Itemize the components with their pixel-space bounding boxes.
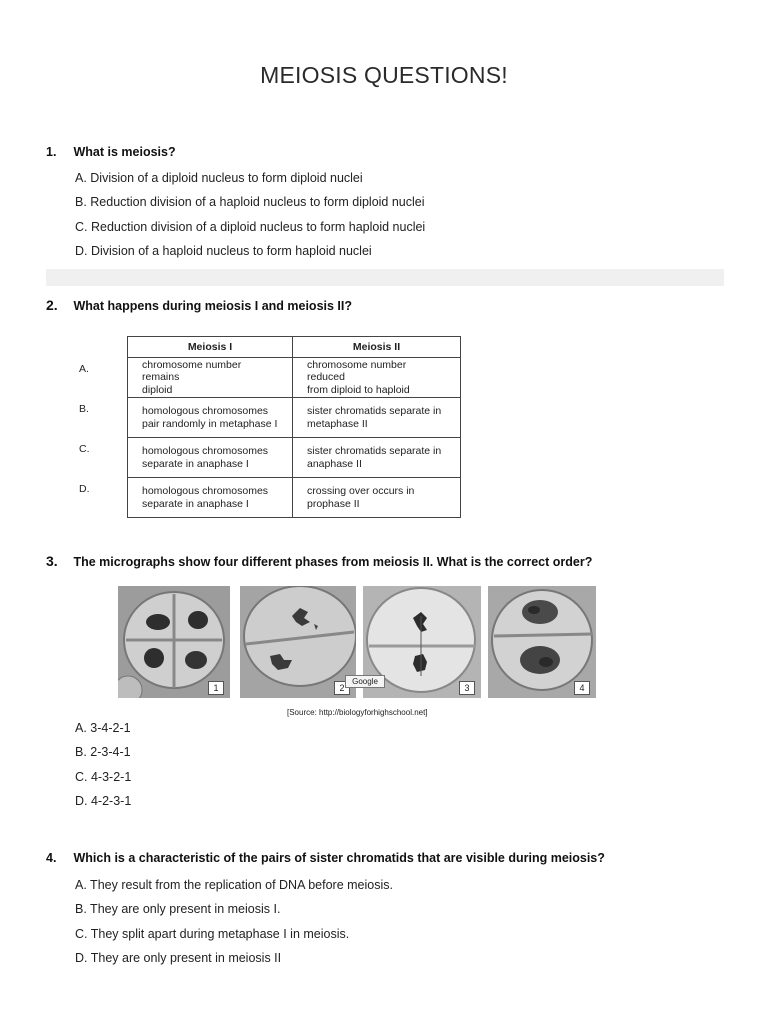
table-header-meiosis-2: Meiosis II xyxy=(293,337,461,358)
table-row xyxy=(63,438,461,478)
meiosis-1-cell xyxy=(128,438,293,478)
cell-line: homologous chromosomes xyxy=(142,445,269,457)
meiosis-comparison-table xyxy=(63,336,461,518)
question-3-option-b: B. 2-3-4-1 xyxy=(75,745,131,760)
cell-line: homologous chromosomes xyxy=(142,405,269,417)
question-4-option-a: A. They result from the replication of DNA before meiosis. xyxy=(75,878,393,892)
question-3 xyxy=(46,553,592,569)
question-1-option-b: B. Reduction division of a haploid nucleus to form diploid nuclei xyxy=(75,195,425,210)
cell-line: crossing over occurs in xyxy=(307,485,415,497)
micrograph-3-label: 3 xyxy=(459,681,475,695)
cell-line: pair randomly in metaphase I xyxy=(142,417,278,430)
image-source-caption: [Source: http://biologyforhighschool.net] xyxy=(287,708,428,717)
question-3-option-a: A. 3-4-2-1 xyxy=(75,721,131,735)
meiosis-2-cell xyxy=(293,478,461,518)
row-label: C. xyxy=(79,442,90,455)
question-2-text: What happens during meiosis I and meiosis II? xyxy=(73,299,352,313)
question-3-number: 3. xyxy=(46,553,58,569)
cell-line: sister chromatids separate in xyxy=(307,445,442,457)
question-2-number: 2. xyxy=(46,297,58,313)
cell-line: sister chromatids separate in xyxy=(307,405,442,417)
cell-line: anaphase II xyxy=(307,457,362,470)
question-4-option-d: D. They are only present in meiosis II xyxy=(75,950,282,965)
question-1-option-d: D. Division of a haploid nucleus to form haploid nuclei xyxy=(75,243,372,258)
cell-line: metaphase II xyxy=(307,417,368,430)
question-3-options xyxy=(75,720,131,817)
meiosis-1-cell xyxy=(128,478,293,518)
micrograph-4-label: 4 xyxy=(574,681,590,695)
cell-line: from diploid to haploid xyxy=(307,383,410,396)
table-header-row xyxy=(63,337,461,358)
question-4-option-b: B. They are only present in meiosis I. xyxy=(75,902,281,917)
cell-line: chromosome number remains xyxy=(142,358,242,384)
micrograph-4 xyxy=(488,586,596,698)
question-2 xyxy=(46,297,352,313)
question-4-number: 4. xyxy=(46,851,57,865)
micrograph-2 xyxy=(240,586,356,698)
micrograph-1-label: 1 xyxy=(208,681,224,695)
question-3-option-d: D. 4-2-3-1 xyxy=(75,793,132,808)
question-4 xyxy=(46,851,605,865)
question-1 xyxy=(46,145,176,159)
meiosis-2-cell xyxy=(293,438,461,478)
table-header-spacer xyxy=(63,337,128,358)
question-1-option-c: C. Reduction division of a diploid nucleus to form haploid nuclei xyxy=(75,219,426,234)
micrograph-2-label: 2 xyxy=(334,681,350,695)
table-row xyxy=(63,358,461,398)
meiosis-1-cell xyxy=(128,398,293,438)
question-1-option-a: A. Division of a diploid nucleus to form diploid nuclei xyxy=(75,171,363,185)
cell-line: prophase II xyxy=(307,497,360,510)
question-3-option-c: C. 4-3-2-1 xyxy=(75,769,132,784)
question-3-text: The micrographs show four different phases from meiosis II. What is the correct order? xyxy=(73,555,593,569)
table-header-meiosis-1: Meiosis I xyxy=(128,337,293,358)
question-1-number: 1. xyxy=(46,145,57,159)
meiosis-1-cell xyxy=(128,358,293,398)
question-4-option-c: C. They split apart during metaphase I in meiosis. xyxy=(75,926,350,941)
cell-line: homologous chromosomes xyxy=(142,485,269,497)
cell-line: diploid xyxy=(142,383,173,396)
micrograph-1 xyxy=(118,586,230,698)
cell-line: separate in anaphase I xyxy=(142,497,249,510)
row-label: B. xyxy=(79,402,89,415)
cell-line: separate in anaphase I xyxy=(142,457,249,470)
question-4-text: Which is a characteristic of the pairs of sister chromatids that are visible during meiosis? xyxy=(73,851,605,865)
question-1-options xyxy=(75,170,425,267)
section-divider xyxy=(46,269,724,286)
question-1-text: What is meiosis? xyxy=(73,145,176,159)
row-label: A. xyxy=(79,362,89,375)
page-title: MEIOSIS QUESTIONS! xyxy=(260,62,508,88)
table-row xyxy=(63,478,461,518)
meiosis-2-cell xyxy=(293,358,461,398)
table-row xyxy=(63,398,461,438)
google-watermark: Google xyxy=(345,675,385,688)
meiosis-2-cell xyxy=(293,398,461,438)
cell-line: chromosome number reduced xyxy=(307,358,407,384)
question-4-options xyxy=(75,877,393,974)
row-label: D. xyxy=(79,482,90,495)
